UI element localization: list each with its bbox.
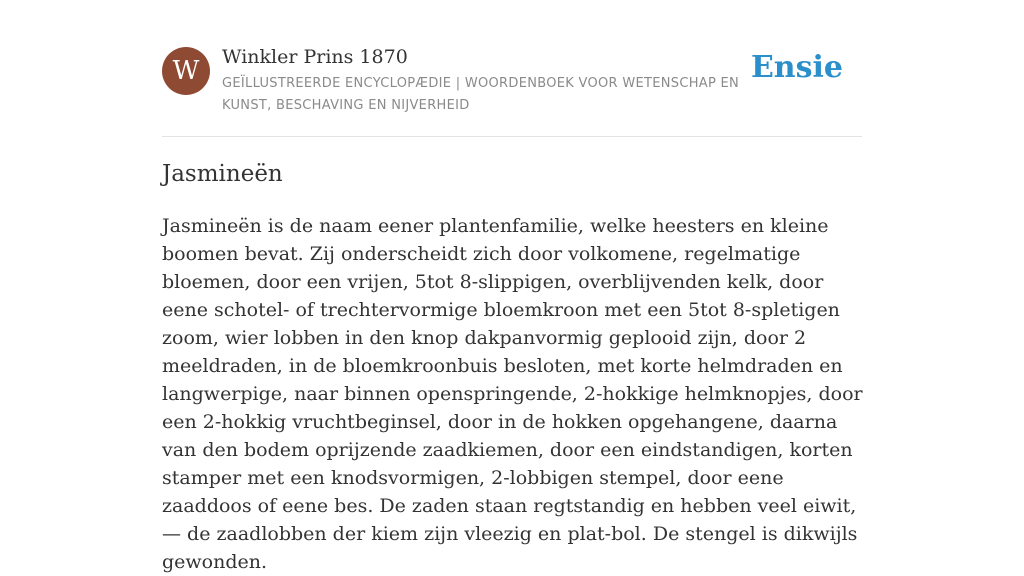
source-subtitle: GEÏLLUSTREERDE ENCYCLOPÆDIE | WOORDENBOEK VOOR WETENSCHAP EN KUNST, BESCHAVING EN NIJVERHEID: [222, 76, 740, 113]
ensie-logo-link[interactable]: Ensie: [750, 50, 843, 85]
source-avatar[interactable]: W: [162, 47, 210, 95]
article-body: Jasmineën is de naam eener plantenfamilie, welke heesters en kleine boomen bevat. Zij onderscheidt zich door volkomene, regelmatige bloemen, door een vrijen, 5tot 8-slippigen, overblijvenden kelk, door eene schotel- of trechtervormige bloemkroon met een 5tot 8-spletigen zoom, wier lobben in den knop dakpanvormig geplooid zijn, door 2 meeldraden, in de bloemkroonbuis besloten, met korte helmdraden en langwerpige, naar binnen openspringende, 2-hokkige helmknopjes, door een 2-hokkig vruchtbeginsel, door in de hokken opgehangene, daarna van den bodem oprijzende zaadkiemen, door een eindstandigen, korten stamper met een knodsvormigen, 2-lobbigen stempel, door eene zaaddoos of eene bes. De zaden staan regtstandig en hebben veel eiwit, — de zaadlobben der kiem zijn vleezig en plat-bol. De stengel is dikwijls gewonden.: [162, 215, 863, 573]
source-header: [162, 44, 862, 137]
article: [162, 158, 867, 576]
source-title[interactable]: Winkler Prins 1870: [222, 46, 408, 68]
article-title: Jasmineën: [162, 161, 283, 187]
